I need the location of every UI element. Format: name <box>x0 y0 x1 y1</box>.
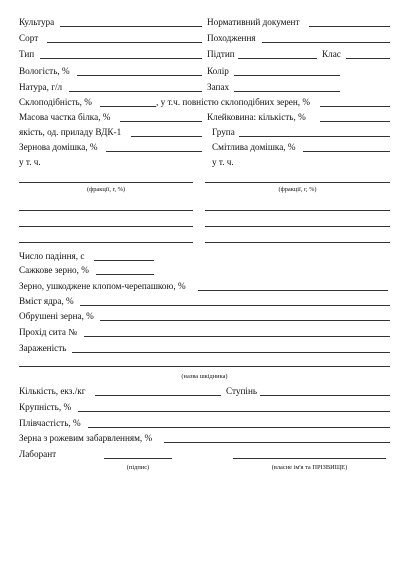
fraction-right-line[interactable] <box>205 182 390 183</box>
bug-damaged-field[interactable] <box>198 290 388 291</box>
culture-label: Культура <box>19 17 55 27</box>
subtype-field[interactable] <box>238 58 317 59</box>
hulled-grains-field[interactable] <box>100 320 390 321</box>
kernel-content-field[interactable] <box>80 305 390 306</box>
incl-right-label: у т. ч. <box>212 157 234 167</box>
quantity-field[interactable] <box>95 395 221 396</box>
moisture-label: Вологість, % <box>19 66 70 76</box>
type-field[interactable] <box>40 58 202 59</box>
fraction-right-line-3[interactable] <box>205 226 390 227</box>
infestation-label: Зараженість <box>19 343 67 353</box>
gluten-amount-label: Клейковина: кількість, % <box>207 112 306 122</box>
coarseness-field[interactable] <box>78 411 390 412</box>
fraction-left-line-3[interactable] <box>19 226 193 227</box>
color-label: Колір <box>207 66 229 76</box>
smut-grain-field[interactable] <box>96 274 154 275</box>
smell-field[interactable] <box>234 91 340 92</box>
filminess-field[interactable] <box>88 427 390 428</box>
quantity-label: Кількість, екз./кг <box>19 386 86 396</box>
hulled-grains-label: Обрушені зерна, % <box>19 311 94 321</box>
normative-doc-field[interactable] <box>309 26 390 27</box>
signature-field[interactable] <box>104 458 172 459</box>
pink-grains-label: Зерна з рожевим забарвленням, % <box>19 433 153 443</box>
smut-grain-label: Сажкове зерно, % <box>19 265 89 275</box>
fraction-left-caption: (фракції, г, %) <box>86 186 126 193</box>
vitreousness-field[interactable] <box>100 106 156 107</box>
signature-caption: (підпис) <box>126 464 150 471</box>
filminess-label: Плівчастість, % <box>19 418 81 428</box>
weed-impurity-field[interactable] <box>303 151 390 152</box>
smell-label: Запах <box>207 82 230 92</box>
gluten-quality-field[interactable] <box>131 136 202 137</box>
falling-number-field[interactable] <box>94 260 154 261</box>
bug-damaged-label: Зерно, ушкоджене клопом-черепашкою, % <box>19 281 186 291</box>
class-field[interactable] <box>346 58 390 59</box>
degree-field[interactable] <box>260 395 390 396</box>
protein-label: Масова частка білка, % <box>19 112 111 122</box>
origin-label: Походження <box>207 33 256 43</box>
group-field[interactable] <box>239 136 390 137</box>
pink-grains-field[interactable] <box>164 442 390 443</box>
gluten-amount-field[interactable] <box>320 121 390 122</box>
variety-label: Сорт <box>19 33 39 43</box>
pest-line[interactable] <box>19 366 390 367</box>
moisture-field[interactable] <box>77 75 202 76</box>
normative-doc-label: Нормативний документ <box>207 17 300 27</box>
protein-field[interactable] <box>120 121 202 122</box>
color-field[interactable] <box>234 75 340 76</box>
fraction-left-line[interactable] <box>19 182 193 183</box>
fraction-left-line-4[interactable] <box>19 242 193 243</box>
name-field[interactable] <box>233 458 386 459</box>
sieve-pass-field[interactable] <box>84 336 390 337</box>
fraction-right-line-2[interactable] <box>205 210 390 211</box>
falling-number-label: Число падіння, с <box>19 251 85 261</box>
subtype-label: Підтип <box>207 49 235 59</box>
full-vitreous-label: , у т.ч. повністю склоподібних зерен, % <box>156 97 311 107</box>
infestation-field[interactable] <box>72 352 390 353</box>
vitreousness-label: Склоподібність, % <box>19 97 92 107</box>
full-vitreous-field[interactable] <box>320 106 390 107</box>
name-caption: (власне ім'я та ПРІЗВИЩЕ) <box>271 464 348 471</box>
sieve-pass-label: Прохід сита № <box>19 327 77 337</box>
gluten-quality-label: якість, од. приладу ВДК-1 <box>19 127 122 137</box>
fraction-left-line-2[interactable] <box>19 210 193 211</box>
nature-field[interactable] <box>69 91 202 92</box>
coarseness-label: Крупність, % <box>19 402 72 412</box>
class-label: Клас <box>322 49 341 59</box>
type-label: Тип <box>19 49 35 59</box>
grain-impurity-label: Зернова домішка, % <box>19 142 98 152</box>
culture-field[interactable] <box>60 26 202 27</box>
group-label: Група <box>212 127 235 137</box>
kernel-content-label: Вміст ядра, % <box>19 296 74 306</box>
origin-field[interactable] <box>262 42 390 43</box>
incl-left-label: у т. ч. <box>19 157 41 167</box>
nature-label: Натура, г/л <box>19 82 63 92</box>
degree-label: Ступінь <box>226 386 258 396</box>
weed-impurity-label: Смітлива домішка, % <box>212 142 296 152</box>
pest-caption: (назва шкідника) <box>181 373 228 380</box>
fraction-right-line-4[interactable] <box>205 242 390 243</box>
lab-label: Лаборант <box>19 449 57 459</box>
fraction-right-caption: (фракції, г, %) <box>278 186 317 193</box>
grain-impurity-field[interactable] <box>106 151 202 152</box>
variety-field[interactable] <box>47 42 202 43</box>
